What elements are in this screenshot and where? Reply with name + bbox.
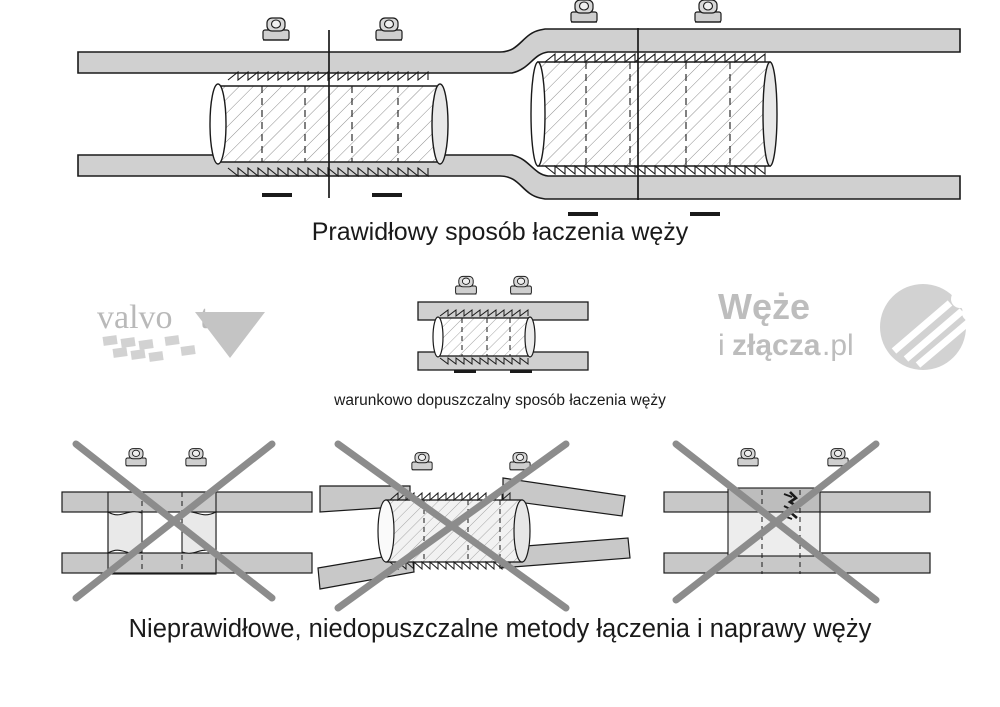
weze-izlacza-logo [718,283,988,371]
incorrect-variant-angled [318,444,630,608]
clamp-band-mark-3 [568,212,598,216]
incorrect-variant-patched [664,444,930,600]
incorrect-variant-stretched [62,444,312,598]
clamp-conditional-1 [456,276,477,294]
weze-line1: Węże [718,286,811,327]
clamp-band-mark-2 [372,193,402,197]
caption-conditional-method: warunkowo dopuszczalny sposób łaczenia węży [334,392,666,409]
section-correct [78,0,960,216]
weze-line4: .pl [822,329,854,362]
clamp-1 [263,18,289,40]
valvotec-logo [95,288,300,368]
clamp-band-mark-1 [262,193,292,197]
weze-line3: złącza [732,329,821,362]
caption-correct-method: Prawidłowy sposób łaczenia węży [311,218,689,246]
valvotec-text-left: valvo [97,299,173,336]
clamp-2 [376,18,402,40]
hose-sleeve-right [531,28,777,200]
weze-line2: i [718,329,725,362]
section-conditional [418,276,588,373]
clamp-4 [695,0,721,22]
clamp-conditional-2 [511,276,532,294]
clamp-3 [571,0,597,22]
caption-incorrect-methods: Nieprawidłowe, niedopuszczalne metody łączenia i naprawy węży [128,615,872,643]
clamp-band-mark-4 [690,212,720,216]
